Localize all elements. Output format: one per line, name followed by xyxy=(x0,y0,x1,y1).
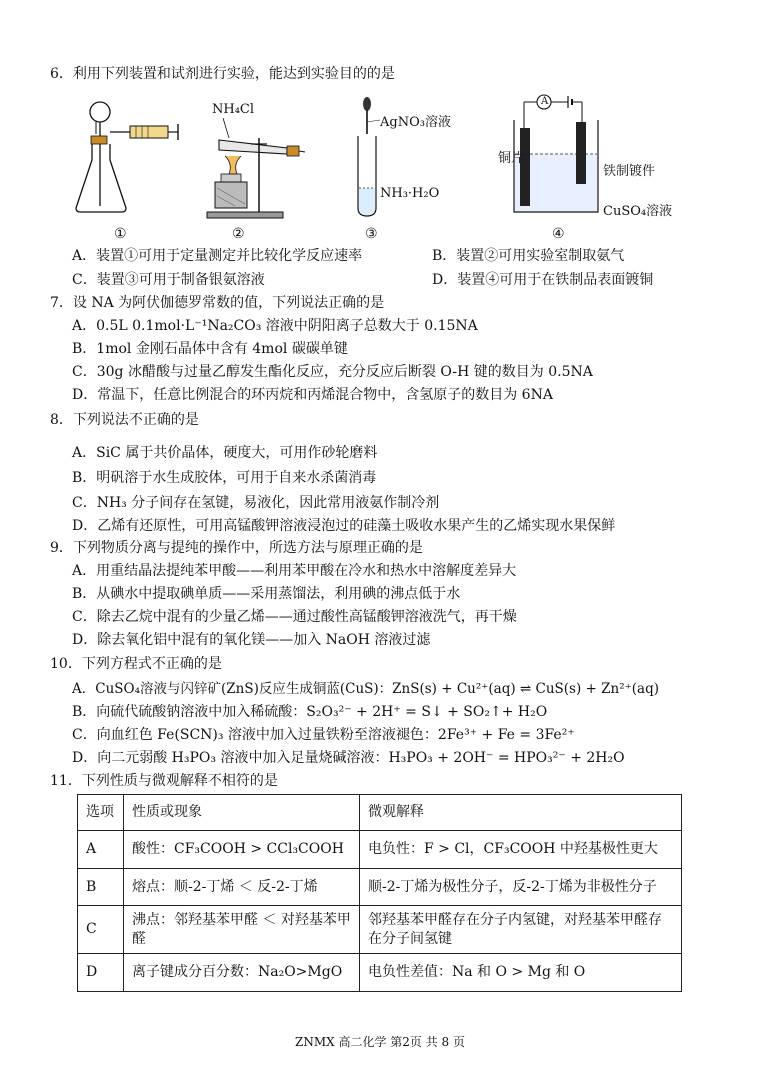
table-header-cell: 微观解释 xyxy=(360,795,682,831)
q10-option-d: D．向二元弱酸 H₃PO₃ 溶液中加入足量烧碱溶液：H₃PO₃ + 2OH⁻ = HPO₃²⁻ + 2H₂O xyxy=(72,750,625,766)
q8-option-c: C．NH₃ 分子间存在氢键，易液化，因此常用液氨作制冷剂 xyxy=(72,495,440,511)
table-header-cell: 性质或现象 xyxy=(124,795,360,831)
table-cell: 电负性：F > Cl，CF₃COOH 中羟基极性更大 xyxy=(360,831,682,869)
q10-option-a: A．CuSO₄溶液与闪锌矿(ZnS)反应生成铜蓝(CuS)：ZnS(s) + Cu²⁺(aq) ⇌ CuS(s) + Zn²⁺(aq) xyxy=(72,681,659,697)
q11-table xyxy=(77,794,682,992)
q6-option-d: D．装置④可用于在铁制品表面镀铜 xyxy=(432,272,654,288)
q10-stem: 10．下列方程式不正确的是 xyxy=(50,656,222,672)
table-cell: 熔点：顺-2-丁烯 ＜ 反-2-丁烯 xyxy=(124,869,360,906)
q6-stem: 6．利用下列装置和试剂进行实验，能达到实验目的的是 xyxy=(50,66,395,82)
q7-option-a: A．0.5L 0.1mol·L⁻¹Na₂CO₃ 溶液中阴阳离子总数大于 0.15NA xyxy=(72,318,478,334)
q8-option-a: A．SiC 属于共价晶体，硬度大，可用作砂轮磨料 xyxy=(72,445,378,461)
q9-option-a: A．用重结晶法提纯苯甲酸——利用苯甲酸在冷水和热水中溶解度差异大 xyxy=(72,563,517,579)
q8-option-b: B．明矾溶于水生成胶体，可用于自来水杀菌消毒 xyxy=(72,470,377,486)
fig3-top-label: AgNO₃溶液 xyxy=(380,115,451,130)
apparatus-4-figure xyxy=(510,92,610,222)
q7-option-b: B．1mol 金刚石晶体中含有 4mol 碳碳单键 xyxy=(72,341,348,357)
fig4-right2-label: CuSO₄溶液 xyxy=(603,204,673,219)
fig2-reagent-label: NH₄Cl xyxy=(212,102,255,117)
table-row xyxy=(78,869,682,906)
q6-option-c: C．装置③可用于制备银氨溶液 xyxy=(72,272,265,288)
fig2-number: ② xyxy=(232,226,245,242)
q9-stem: 9．下列物质分离与提纯的操作中，所选方法与原理正确的是 xyxy=(50,540,423,556)
table-cell: A xyxy=(78,831,124,869)
q7-option-d: D．常温下，任意比例混合的环丙烷和丙烯混合物中，含氢原子的数目为 6NA xyxy=(72,387,553,403)
fig4-right1-label: 铁制镀件 xyxy=(603,164,656,179)
q8-stem: 8．下列说法不正确的是 xyxy=(50,412,199,428)
table-cell: 离子键成分百分数：Na₂O>MgO xyxy=(124,954,360,992)
q9-option-c: C．除去乙烷中混有的少量乙烯——通过酸性高锰酸钾溶液洗气，再干燥 xyxy=(72,609,517,625)
table-cell: 顺-2-丁烯为极性分子，反-2-丁烯为非极性分子 xyxy=(360,869,682,906)
q7-option-c: C．30g 冰醋酸与过量乙醇发生酯化反应，充分反应后断裂 O-H 键的数目为 0.5NA xyxy=(72,364,593,380)
table-cell: 电负性差值：Na 和 O > Mg 和 O xyxy=(360,954,682,992)
table-header-row xyxy=(78,795,682,831)
q11-stem: 11．下列性质与微观解释不相符的是 xyxy=(50,773,278,789)
table-cell: B xyxy=(78,869,124,906)
fig1-number: ① xyxy=(114,226,127,242)
q7-stem: 7．设 NA 为阿伏伽德罗常数的值，下列说法正确的是 xyxy=(50,295,385,311)
table-cell: D xyxy=(78,954,124,992)
fig4-left-label: 铜片 xyxy=(498,151,525,166)
table-header-cell: 选项 xyxy=(78,795,124,831)
fig4-meter-label: A xyxy=(541,96,549,107)
q9-option-b: B．从碘水中提取碘单质——采用蒸馏法，利用碘的沸点低于水 xyxy=(72,586,461,602)
q10-option-c: C．向血红色 Fe(SCN)₃ 溶液中加入过量铁粉至溶液褪色：2Fe³⁺ + Fe = 3Fe²⁺ xyxy=(72,727,575,743)
page-footer: ZNMX 高二化学 第2页 共 8 页 xyxy=(294,1035,465,1049)
table-cell: 沸点：邻羟基苯甲醛 ＜ 对羟基苯甲醛 xyxy=(124,906,360,954)
table-cell: 邻羟基苯甲醛存在分子内氢键，对羟基苯甲醛存在分子间氢键 xyxy=(360,906,682,954)
fig4-number: ④ xyxy=(552,226,565,242)
fig3-number: ③ xyxy=(365,226,378,242)
q8-option-d: D．乙烯有还原性，可用高锰酸钾溶液浸泡过的硅藻土吸收水果产生的乙烯实现水果保鲜 xyxy=(72,518,616,534)
apparatus-1-figure xyxy=(70,98,190,222)
q6-option-b: B．装置②可用实验室制取氨气 xyxy=(432,248,625,264)
fig3-bottom-label: NH₃·H₂O xyxy=(380,186,440,201)
table-row xyxy=(78,831,682,869)
q10-option-b: B．向硫代硫酸钠溶液中加入稀硫酸：S₂O₃²⁻ + 2H⁺ = S↓ + SO₂↑+ H₂O xyxy=(72,704,548,720)
q6-option-a: A．装置①可用于定量测定并比较化学反应速率 xyxy=(72,248,363,264)
apparatus-2-figure xyxy=(205,118,310,222)
table-row xyxy=(78,906,682,954)
table-row xyxy=(78,954,682,992)
table-cell: C xyxy=(78,906,124,954)
q9-option-d: D．除去氧化铝中混有的氧化镁——加入 NaOH 溶液过滤 xyxy=(72,632,431,648)
table-cell: 酸性：CF₃COOH > CCl₃COOH xyxy=(124,831,360,869)
apparatus-3-figure xyxy=(352,96,382,220)
